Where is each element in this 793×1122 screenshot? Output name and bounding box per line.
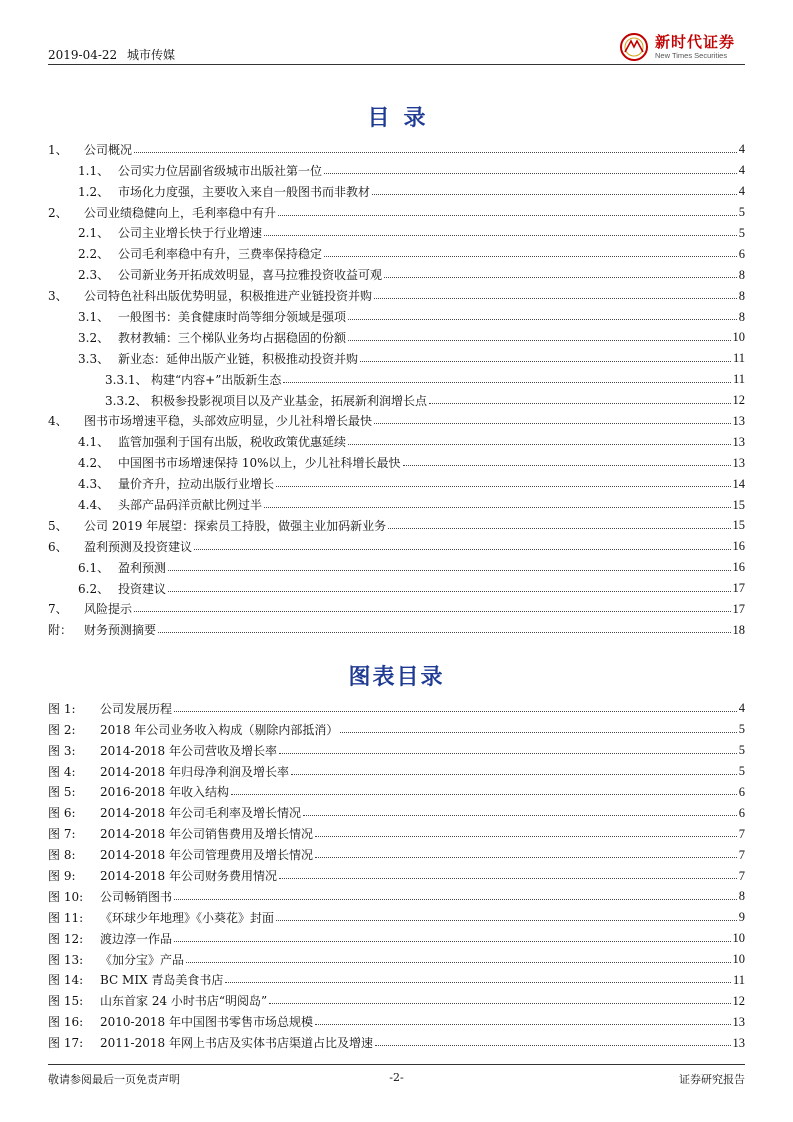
dot-leader (174, 899, 737, 900)
entry-page: 7 (738, 847, 745, 862)
dot-leader (315, 836, 737, 837)
dot-leader (174, 711, 737, 712)
figure-entry[interactable] (48, 736, 745, 757)
dot-leader (264, 507, 730, 508)
dot-leader (291, 774, 737, 775)
entry-page: 10 (732, 931, 745, 946)
entry-page: 14 (732, 476, 745, 491)
entry-title: 《加分宝》产品 (100, 952, 185, 967)
figure-entry[interactable] (48, 986, 745, 1007)
entry-number: 图 1: (48, 701, 76, 716)
entry-title: 2014-2018 年公司销售费用及增长情况 (100, 827, 313, 842)
entry-number: 7、 (48, 602, 68, 617)
entry-title: 2014-2018 年公司营收及增长率 (100, 743, 277, 758)
entry-title: 公司毛利率稳中有升，三费率保持稳定 (118, 247, 323, 262)
figure-entry[interactable] (48, 903, 745, 924)
dot-leader (340, 732, 736, 733)
figure-entry[interactable] (48, 694, 745, 715)
entry-number: 图 17: (48, 1036, 84, 1051)
figure-entry[interactable] (48, 966, 745, 987)
figure-entry[interactable] (48, 861, 745, 882)
entry-title: BC MIX 青岛美食书店 (100, 973, 224, 988)
entry-number: 图 10: (48, 889, 84, 904)
entry-number: 图 4: (48, 764, 76, 779)
entry-number: 2.3、 (78, 268, 110, 283)
entry-title: 财务预测摘要 (84, 623, 157, 638)
dot-leader (194, 549, 730, 550)
brand-badge-icon (619, 32, 649, 62)
entry-number: 1、 (48, 142, 68, 157)
toc-entry[interactable] (48, 323, 745, 344)
entry-page: 8 (738, 309, 745, 324)
entry-title: 公司新业务开拓成效明显，喜马拉雅投资收益可观 (118, 268, 383, 283)
toc-entry[interactable] (48, 574, 745, 595)
entry-number: 2、 (48, 205, 68, 220)
entry-number: 图 6: (48, 806, 76, 821)
header-divider (48, 64, 745, 65)
dot-leader (186, 962, 730, 963)
entry-page: 13 (732, 413, 745, 428)
entry-number: 图 3: (48, 743, 76, 758)
figure-entry[interactable] (48, 924, 745, 945)
entry-page: 13 (732, 1035, 745, 1050)
entry-page: 13 (732, 455, 745, 470)
toc-entry[interactable] (48, 448, 745, 469)
entry-page: 8 (738, 889, 745, 904)
figure-entry[interactable] (48, 945, 745, 966)
toc-entry[interactable] (48, 532, 745, 553)
dot-leader (429, 403, 730, 404)
toc-entry[interactable] (48, 198, 745, 219)
entry-page: 8 (738, 288, 745, 303)
dot-leader (372, 194, 737, 195)
entry-page: 5 (738, 764, 745, 779)
entry-title: 投资建议 (118, 581, 167, 596)
entry-number: 图 16: (48, 1015, 84, 1030)
dot-leader (134, 152, 737, 153)
toc-entry[interactable] (48, 344, 745, 365)
dot-leader (279, 753, 737, 754)
entry-title: 教材教辅：三个梯队业务均占据稳固的份额 (118, 330, 347, 345)
entry-number: 附： (48, 623, 73, 638)
toc-entry[interactable] (48, 219, 745, 240)
entry-title: 2016-2018 年收入结构 (100, 785, 229, 800)
dot-leader (168, 570, 730, 571)
entry-number: 3.1、 (78, 310, 110, 325)
dot-leader (348, 319, 737, 320)
entry-title: 中国图书市场增速保持 10%以上，少儿社科增长最快 (118, 456, 401, 471)
toc-entry[interactable] (48, 511, 745, 532)
entry-page: 11 (732, 372, 745, 387)
dot-leader (348, 340, 730, 341)
dot-leader (374, 298, 737, 299)
entry-number: 1.1、 (78, 163, 110, 178)
dot-leader (403, 465, 731, 466)
toc-entry[interactable] (48, 386, 745, 407)
entry-title: 公司主业增长快于行业增速 (118, 226, 263, 241)
dot-leader (158, 632, 730, 633)
toc-entry[interactable] (48, 260, 745, 281)
entry-title: 2010-2018 年中国图书零售市场总规模 (100, 1015, 313, 1030)
entry-title: 积极参投影视项目以及产业基金，拓展新利润增长点 (151, 393, 428, 408)
entry-number: 3、 (48, 289, 68, 304)
figure-entry[interactable] (48, 1028, 745, 1049)
entry-number: 图 9: (48, 869, 76, 884)
entry-page: 16 (732, 560, 745, 575)
dot-leader (324, 173, 737, 174)
entry-number: 2.2、 (78, 247, 110, 262)
entry-page: 12 (732, 393, 745, 408)
entry-number: 图 12: (48, 931, 84, 946)
dot-leader (174, 941, 730, 942)
entry-title: 一般图书：美食健康时尚等细分领域是强项 (118, 310, 347, 325)
dot-leader (348, 444, 730, 445)
entry-number: 3.3、 (78, 351, 110, 366)
entry-page: 5 (738, 205, 745, 220)
entry-title: 公司概况 (84, 142, 133, 157)
entry-title: 新业态：延伸出版产业链，积极推动投资并购 (118, 351, 359, 366)
entry-number: 6.2、 (78, 581, 110, 596)
dot-leader (324, 256, 737, 257)
toc-entry[interactable] (48, 615, 745, 636)
footer-divider (48, 1064, 745, 1065)
entry-page: 18 (732, 622, 745, 637)
entry-page: 11 (732, 351, 745, 366)
entry-page: 11 (732, 972, 745, 987)
toc-list (48, 135, 745, 636)
toc-entry[interactable] (48, 407, 745, 428)
toc-entry[interactable] (48, 135, 745, 156)
dot-leader (374, 423, 730, 424)
entry-page: 6 (738, 784, 745, 799)
entry-title: 公司发展历程 (100, 701, 173, 716)
entry-page: 9 (738, 910, 745, 925)
entry-title: 《环球少年地理》《小葵花》封面 (100, 910, 275, 925)
entry-page: 15 (732, 497, 745, 512)
entry-page: 4 (738, 163, 745, 178)
page-number: -2- (389, 1071, 404, 1084)
figure-entry[interactable] (48, 882, 745, 903)
report-date: 2019-04-22 (48, 48, 118, 62)
header-meta (48, 46, 181, 63)
dot-leader (168, 591, 730, 592)
toc-entry[interactable] (48, 490, 745, 511)
entry-title: 2014-2018 年归母净利润及增长率 (100, 764, 289, 779)
entry-number: 3.3.2、 (105, 393, 148, 408)
figure-entry[interactable] (48, 819, 745, 840)
dot-leader (315, 857, 737, 858)
toc-entry[interactable] (48, 281, 745, 302)
entry-number: 图 8: (48, 848, 76, 863)
entry-page: 10 (732, 952, 745, 967)
entry-title: 构建“内容+”出版新生态 (151, 372, 282, 387)
figure-entry[interactable] (48, 715, 745, 736)
toc-entry[interactable] (48, 177, 745, 198)
dot-leader (231, 794, 737, 795)
figures-list (48, 694, 745, 1049)
entry-page: 4 (738, 701, 745, 716)
dot-leader (303, 815, 737, 816)
toc-title: 目录 (367, 105, 440, 131)
entry-page: 5 (738, 743, 745, 758)
entry-title: 2014-2018 年公司毛利率及增长情况 (100, 806, 301, 821)
toc-entry[interactable] (48, 553, 745, 574)
entry-page: 10 (732, 330, 745, 345)
entry-number: 6.1、 (78, 560, 110, 575)
dot-leader (278, 215, 737, 216)
disclaimer-note: 敬请参阅最后一页免责声明 (48, 1073, 180, 1086)
report-type: 证券研究报告 (679, 1073, 745, 1086)
dot-leader (269, 1003, 730, 1004)
entry-title: 山东首家 24 小时书店“明阅岛” (100, 994, 268, 1009)
entry-number: 3.2、 (78, 330, 110, 345)
entry-page: 13 (732, 1014, 745, 1029)
figure-entry[interactable] (48, 1007, 745, 1028)
toc-entry[interactable] (48, 302, 745, 323)
toc-entry[interactable] (48, 595, 745, 616)
figure-entry[interactable] (48, 757, 745, 778)
entry-number: 图 5: (48, 785, 76, 800)
entry-title: 渡边淳一作品 (100, 931, 173, 946)
entry-number: 图 13: (48, 952, 84, 967)
entry-number: 1.2、 (78, 184, 110, 199)
entry-title: 头部产品码洋贡献比例过半 (118, 498, 263, 513)
entry-title: 监管加强利于国有出版，税收政策优惠延续 (118, 435, 347, 450)
toc-entry[interactable] (48, 239, 745, 260)
entry-page: 15 (732, 518, 745, 533)
entry-title: 公司畅销图书 (100, 889, 173, 904)
entry-number: 6、 (48, 539, 68, 554)
entry-number: 3.3.1、 (105, 372, 148, 387)
entry-page: 7 (738, 826, 745, 841)
figure-entry[interactable] (48, 798, 745, 819)
entry-page: 16 (732, 539, 745, 554)
entry-page: 4 (738, 184, 745, 199)
entry-page: 5 (738, 722, 745, 737)
entry-page: 4 (738, 142, 745, 157)
entry-number: 4、 (48, 414, 68, 429)
entry-number: 4.4、 (78, 498, 110, 513)
dot-leader (360, 361, 731, 362)
entry-page: 17 (732, 601, 745, 616)
toc-entry[interactable] (48, 156, 745, 177)
toc-entry[interactable] (48, 365, 745, 386)
toc-entry[interactable] (48, 469, 745, 490)
dot-leader (264, 235, 737, 236)
dot-leader (134, 611, 730, 612)
brand-name-cn: 新时代证券 (655, 33, 736, 51)
entry-page: 7 (738, 868, 745, 883)
entry-page: 6 (738, 805, 745, 820)
entry-number: 2.1、 (78, 226, 110, 241)
entry-title: 量价齐升，拉动出版行业增长 (118, 477, 275, 492)
entry-number: 4.1、 (78, 435, 110, 450)
dot-leader (276, 920, 737, 921)
entry-title: 公司 2019 年展望：探索员工持股，做强主业加码新业务 (84, 518, 387, 533)
entry-number: 图 15: (48, 994, 84, 1009)
dot-leader (388, 528, 730, 529)
entry-number: 图 14: (48, 973, 84, 988)
figure-entry[interactable] (48, 778, 745, 799)
entry-title: 公司实力位居副省级城市出版社第一位 (118, 163, 323, 178)
entry-number: 图 2: (48, 722, 76, 737)
entry-page: 6 (738, 246, 745, 261)
dot-leader (279, 878, 737, 879)
dot-leader (375, 1045, 731, 1046)
dot-leader (384, 277, 737, 278)
entry-title: 2018 年公司业务收入构成（剔除内部抵消） (100, 722, 339, 737)
dot-leader (315, 1024, 731, 1025)
entry-number: 4.3、 (78, 477, 110, 492)
entry-title: 2014-2018 年公司财务费用情况 (100, 869, 277, 884)
page-header (48, 30, 745, 66)
dot-leader (225, 982, 731, 983)
entry-page: 12 (732, 993, 745, 1008)
toc-entry[interactable] (48, 427, 745, 448)
entry-title: 2011-2018 年网上书店及实体书店渠道占比及增速 (100, 1036, 373, 1051)
entry-title: 公司业绩稳健向上，毛利率稳中有升 (84, 205, 277, 220)
entry-page: 13 (732, 434, 745, 449)
dot-leader (276, 486, 730, 487)
entry-number: 图 11: (48, 910, 84, 925)
sector-name: 城市传媒 (127, 48, 176, 62)
entry-title: 市场化力度强，主要收入来自一般图书而非教材 (118, 184, 371, 199)
entry-title: 盈利预测 (118, 560, 167, 575)
dot-leader (283, 382, 731, 383)
brand-logo (619, 30, 745, 66)
entry-title: 图书市场增速平稳，头部效应明显，少儿社科增长最快 (84, 414, 373, 429)
entry-number: 图 7: (48, 827, 76, 842)
entry-page: 17 (732, 581, 745, 596)
entry-page: 5 (738, 225, 745, 240)
entry-number: 5、 (48, 518, 68, 533)
entry-title: 公司特色社科出版优势明显，积极推进产业链投资并购 (84, 289, 373, 304)
figure-entry[interactable] (48, 840, 745, 861)
entry-title: 2014-2018 年公司管理费用及增长情况 (100, 848, 313, 863)
entry-title: 盈利预测及投资建议 (84, 539, 193, 554)
figures-title: 图表目录 (348, 664, 445, 690)
entry-page: 8 (738, 267, 745, 282)
entry-number: 4.2、 (78, 456, 110, 471)
brand-name-en: New Times Securities (655, 51, 728, 60)
entry-title: 风险提示 (84, 602, 133, 617)
